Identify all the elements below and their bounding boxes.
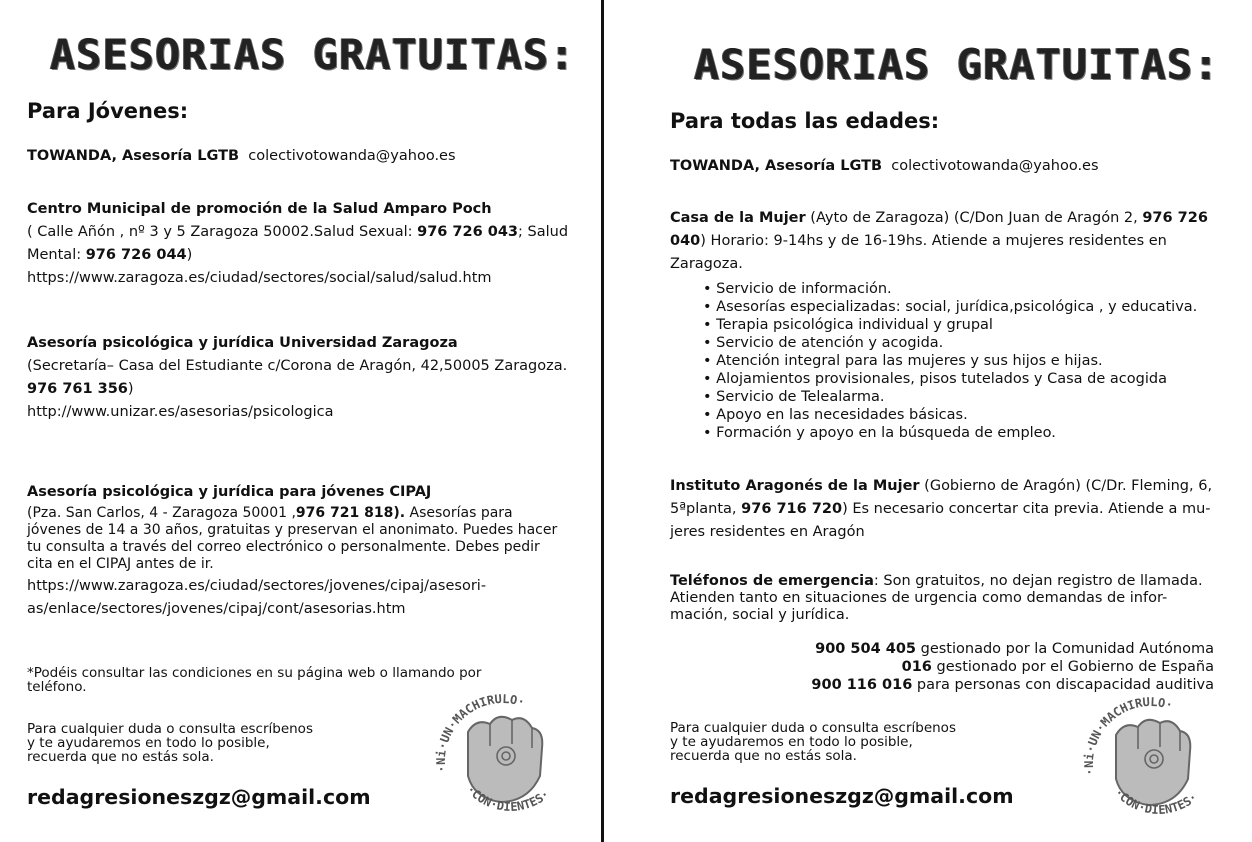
casa-mujer-address: (Ayto de Zaragoza) (C/Don Juan de Aragón 2, [805,210,1143,226]
towanda-entry [27,145,456,168]
list-item: • Asesorías especializadas: social, jurídica,psicológica , y educativa. [703,298,1197,316]
contact-line: Para cualquier duda o consulta escríbenos [670,720,956,736]
emergency-phone-desc: para personas con discapacidad auditiva [912,677,1214,693]
logo-text-top: ·Ni·UN·MACHIRULO· [433,691,527,774]
contact-text [670,721,956,763]
list-item: • Terapia psicológica individual y grupal [703,316,1197,334]
section-subtitle: Para Jóvenes: [27,99,189,123]
contact-line: recuerda que no estás sola. [670,748,857,764]
emergency-phone-desc: gestionado por el Gobierno de España [931,659,1214,675]
logo-text-top: ·Ni·UN·MACHIRULO· [1081,694,1175,777]
cipaj-url[interactable]: as/enlace/sectores/jovenes/cipaj/cont/asesorias.htm [27,601,406,617]
amparo-text: Mental: [27,247,86,263]
emergency-phone[interactable]: 016 [901,659,932,675]
section-subtitle: Para todas las edades: [670,109,940,133]
towanda-name: TOWANDA, Asesoría LGTB [27,148,240,164]
unizar-phone[interactable]: 976 761 356 [27,381,128,397]
contact-text [27,722,313,764]
towanda-email[interactable]: colectivotowanda@yahoo.es [891,158,1099,174]
emergency-phone[interactable]: 900 504 405 [815,641,917,657]
contact-line: recuerda que no estás sola. [27,749,214,765]
iam-entry [670,475,1230,544]
logo-text-bottom: ·CON·DIENTES· [1111,785,1201,818]
fist-logo-icon [1076,693,1226,828]
page-title: ASESORIAS GRATUITAS: [694,40,1220,89]
iam-phone[interactable]: 976 716 720 [741,501,843,517]
casa-mujer-phone[interactable]: 040 [670,233,701,249]
list-item: • Atención integral para las mujeres y sus hijos e hijas. [703,352,1197,370]
unizar-text: ) [127,381,134,397]
cipaj-entry [27,481,587,621]
iam-name: Instituto Aragonés de la Mujer [670,478,920,494]
unizar-name: Asesoría psicológica y jurídica Universidad Zaragoza [27,335,458,351]
cipaj-url[interactable]: https://www.zaragoza.es/ciudad/sectores/jovenes/cipaj/asesori- [27,578,487,594]
unizar-address: (Secretaría– Casa del Estudiante c/Corona de Aragón, 42,50005 Zaragoza. [27,358,568,374]
list-item: • Formación y apoyo en la búsqueda de empleo. [703,424,1197,442]
contact-line: y te ayudaremos en todo lo posible, [27,735,270,751]
cipaj-text: cita en el CIPAJ antes de ir. [27,556,214,572]
towanda-entry [670,155,1099,178]
footnote-line: *Podéis consultar las condiciones en su página web o llamando por [27,665,482,681]
contact-line: Para cualquier duda o consulta escríbenos [27,721,313,737]
emergency-text: : Son gratuitos, no dejan registro de llamada. [873,573,1203,589]
contact-email[interactable]: redagresioneszgz@gmail.com [27,785,371,809]
logo-text-bottom: ·CON·DIENTES· [463,782,553,815]
amparo-entry [27,198,587,290]
amparo-phone-2[interactable]: 976 726 044 [85,247,187,263]
cipaj-name: Asesoría psicológica y jurídica para jóvenes CIPAJ [27,484,432,500]
right-panel [606,0,1252,842]
cipaj-address: (Pza. San Carlos, 4 - Zaragoza 50001 , [27,505,296,521]
page-title: ASESORIAS GRATUITAS: [50,30,576,79]
page-divider [601,0,604,842]
footnote-line: teléfono. [27,679,87,695]
contact-email[interactable]: redagresioneszgz@gmail.com [670,784,1014,808]
emergency-phones [811,640,1214,694]
towanda-name: TOWANDA, Asesoría LGTB [670,158,883,174]
left-panel [0,0,603,842]
iam-text: jeres residentes en Aragón [670,524,865,540]
iam-address: (Gobierno de Aragón) (C/Dr. Fleming, 6, [919,478,1213,494]
iam-text: ) Es necesario concertar cita previa. Atiende a mu- [842,501,1211,517]
amparo-url[interactable]: https://www.zaragoza.es/ciudad/sectores/social/salud/salud.htm [27,270,492,286]
unizar-url[interactable]: http://www.unizar.es/asesorias/psicologica [27,404,334,420]
casa-mujer-entry [670,207,1230,276]
amparo-address: ( Calle Añón , nº 3 y 5 Zaragoza 50002.Salud Sexual: [27,224,418,240]
emergency-text: mación, social y jurídica. [670,607,850,623]
emergency-phone-desc: gestionado por la Comunidad Autónoma [916,641,1214,657]
casa-mujer-name: Casa de la Mujer [670,210,806,226]
list-item: • Servicio de atención y acogida. [703,334,1197,352]
services-list [703,280,1197,442]
amparo-name: Centro Municipal de promoción de la Salud Amparo Poch [27,201,492,217]
list-item: • Servicio de Telealarma. [703,388,1197,406]
amparo-phone-1[interactable]: 976 726 043 [417,224,519,240]
contact-line: y te ayudaremos en todo lo posible, [670,734,913,750]
emergency-text: Atienden tanto en situaciones de urgencia como demandas de infor- [670,590,1168,606]
list-item: • Apoyo en las necesidades básicas. [703,406,1197,424]
iam-text: 5ªplanta, [670,501,742,517]
list-item: • Servicio de información. [703,280,1197,298]
cipaj-text: jóvenes de 14 a 30 años, gratuitas y preservan el anonimato. Puedes hacer [27,522,558,538]
cipaj-phone[interactable]: 976 721 818). [295,505,406,521]
list-item: • Alojamientos provisionales, pisos tutelados y Casa de acogida [703,370,1197,388]
cipaj-text: tu consulta a través del correo electrónico o personalmente. Debes pedir [27,539,540,555]
casa-mujer-phone[interactable]: 976 726 [1142,210,1208,226]
unizar-entry [27,332,587,424]
amparo-text: ) [186,247,193,263]
cipaj-text: Asesorías para [405,505,513,521]
towanda-email[interactable]: colectivotowanda@yahoo.es [248,148,456,164]
casa-mujer-text: ) Horario: 9-14hs y de 16-19hs. Atiende a mujeres residentes en [700,233,1167,249]
amparo-text: ; Salud [518,224,569,240]
emergency-phone[interactable]: 900 116 016 [811,677,913,693]
emergency-title: Teléfonos de emergencia [670,573,874,589]
fist-logo-icon [428,690,578,825]
casa-mujer-text: Zaragoza. [670,256,743,272]
emergency-entry [670,573,1240,624]
